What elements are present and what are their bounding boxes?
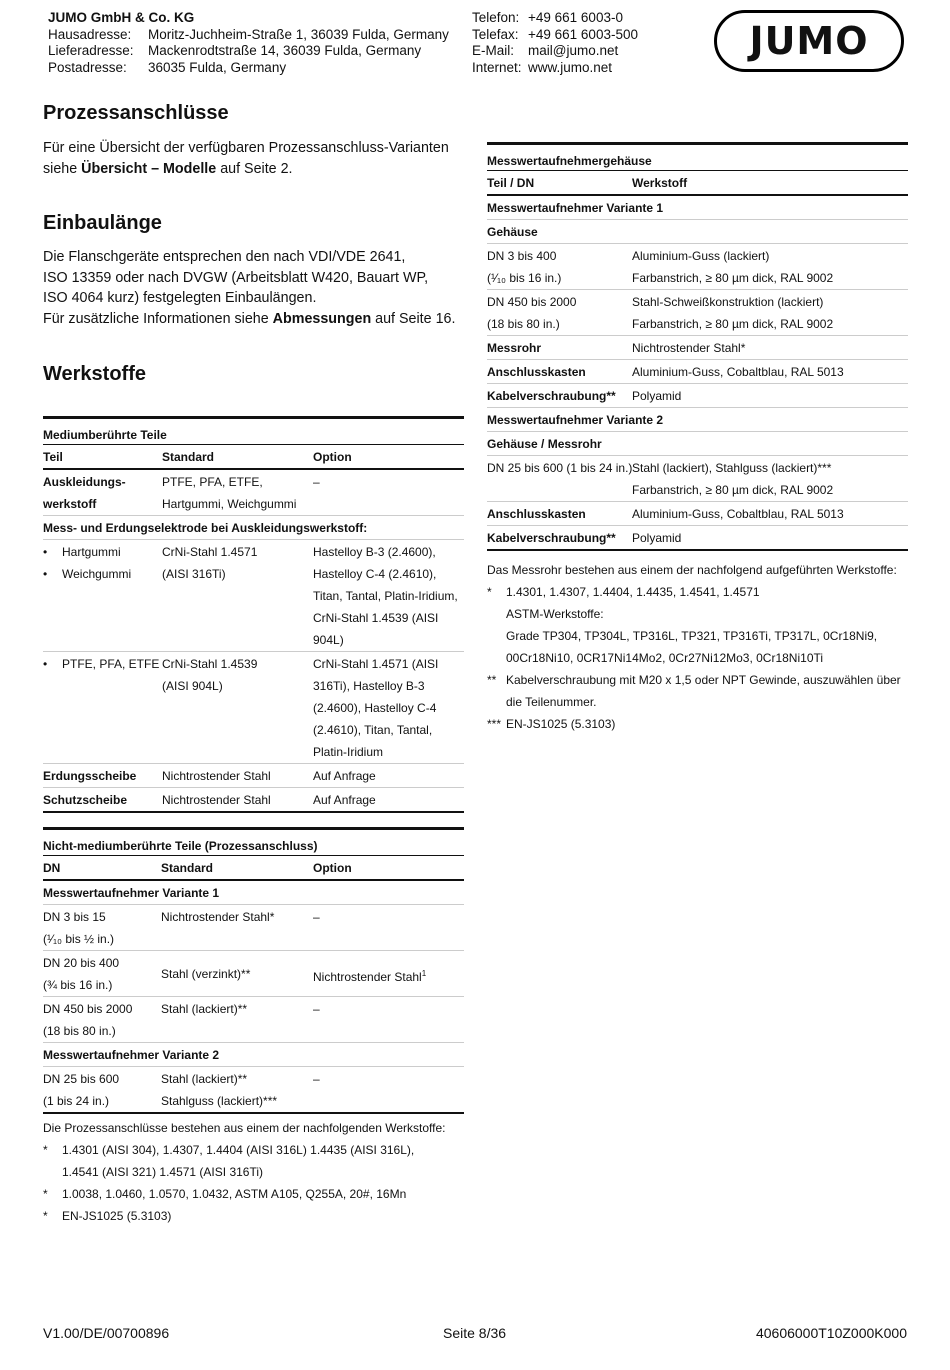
cell: Stahl (lackiert), Stahlguss (lackiert)*** [632, 461, 832, 475]
cell: 904L) [313, 633, 344, 647]
footnote [43, 1183, 464, 1205]
cell: Aluminium-Guss, Cobaltblau, RAL 5013 [632, 365, 844, 379]
address-label: Lieferadresse: [48, 43, 134, 58]
footnote [487, 581, 908, 669]
footnote-text: die Teilenummer. [506, 695, 597, 709]
table-nicht-mediumberuehrte-teile [43, 827, 464, 1114]
footnotes-messrohr [487, 559, 908, 735]
table-row [487, 526, 908, 551]
footnote-marker: *** [487, 717, 502, 731]
cell: Nichtrostender Stahl [162, 769, 271, 783]
bullet-item: • Hartgummi [43, 541, 162, 563]
cell: DN 25 bis 600 [43, 1072, 120, 1086]
cell: Stahl-Schweißkonstruktion (lackiert) [632, 295, 824, 309]
table-header [43, 855, 464, 881]
cell: DN 20 bis 400 [43, 956, 120, 970]
text: auf Seite 16. [371, 310, 456, 327]
cell: (18 bis 80 in.) [487, 317, 560, 331]
contact-value: +49 661 6003-500 [528, 26, 638, 42]
link-abmessungen: Abmessungen [272, 310, 372, 327]
contact-label: E-Mail: [472, 43, 515, 58]
table-row [487, 456, 908, 502]
cell: – [313, 475, 320, 489]
cell: Stahl (verzinkt)** [161, 967, 251, 981]
address-row [48, 43, 449, 60]
address-row [48, 27, 449, 44]
cell: Farbanstrich, ≥ 80 µm dick, RAL 9002 [632, 483, 834, 497]
heading-werkstoffe: Werkstoffe [43, 363, 146, 385]
table-header [43, 444, 464, 470]
footnote-intro: Das Messrohr bestehen aus einem der nachfolgend aufgeführten Werkstoffe: [487, 563, 897, 577]
contact-label: Telefon: [472, 10, 520, 25]
paragraph-einbau [43, 247, 483, 329]
section-row: Messwertaufnehmer Variante 1 [43, 881, 464, 905]
cell: (2.4600), Hastelloy C-4 [313, 701, 437, 715]
column-header: DN [43, 861, 61, 875]
bullet-item: • PTFE, PFA, ETFE [43, 653, 162, 675]
footer-document-id: 40606000T10Z000K000 [755, 1325, 907, 1341]
table-row [43, 652, 464, 764]
cell: (1 bis 24 in.) [43, 1094, 110, 1108]
address-label: Hausadresse: [48, 26, 132, 42]
cell: Farbanstrich, ≥ 80 µm dick, RAL 9002 [632, 271, 834, 285]
column-header: Standard [162, 450, 215, 464]
footnote-text: 1.0038, 1.0460, 1.0570, 1.0432, ASTM A105, Q255A, 20#, 16Mn [62, 1187, 407, 1201]
logo-text: JUMO [749, 19, 869, 63]
section-row: Gehäuse [487, 220, 908, 244]
section-row: Mess- und Erdungselektrode bei Auskleidungswerkstoff: [43, 516, 464, 540]
cell: (¾ bis 16 in.) [43, 978, 113, 992]
table-row [43, 540, 464, 652]
column-header: Option [313, 861, 352, 875]
heading-prozessanschluesse: Prozessanschlüsse [43, 102, 229, 124]
cell: DN 3 bis 15 [43, 910, 106, 924]
cell: Aluminium-Guss (lackiert) [632, 249, 770, 263]
address-value: Moritz-Juchheim-Straße 1, 36039 Fulda, Germany [148, 26, 449, 42]
text: auf Seite 2. [216, 160, 293, 177]
contact-row [472, 27, 638, 44]
footnote-marker: ** [487, 673, 497, 687]
section-row: Gehäuse / Messrohr [487, 432, 908, 456]
footnote-marker: * [487, 585, 492, 599]
table-title: Messwertaufnehmergehäuse [487, 154, 652, 168]
cell: (18 bis 80 in.) [43, 1024, 116, 1038]
cell: Anschlusskasten [487, 365, 586, 379]
footnote-marker: * [43, 1209, 48, 1223]
cell: Hastelloy C-4 (2.4610), [313, 567, 437, 581]
footnote-text: ASTM-Werkstoffe: [506, 607, 604, 621]
column-header: Werkstoff [632, 176, 688, 190]
table-row [487, 384, 908, 408]
cell: Erdungsscheibe [43, 769, 137, 783]
text: Für zusätzliche Informationen siehe [43, 310, 273, 327]
cell: (AISI 316Ti) [162, 567, 226, 581]
table-header [487, 170, 908, 196]
paragraph-prozess [43, 138, 473, 179]
cell: DN 25 bis 600 (1 bis 24 in.) [487, 461, 633, 475]
table-messwertaufnehmergehaeuse [487, 142, 908, 551]
footnote-marker: 1 [421, 969, 427, 978]
cell: Messrohr [487, 341, 542, 355]
cell: Stahl (lackiert)** [161, 1072, 248, 1086]
table-row [487, 502, 908, 526]
column-header: Teil / DN [487, 176, 535, 190]
table-row [43, 764, 464, 788]
cell: Auf Anfrage [313, 793, 376, 807]
footnote-text: EN-JS1025 (5.3103) [506, 717, 616, 731]
heading-einbaulaenge: Einbaulänge [43, 212, 162, 234]
cell: Titan, Tantal, Platin-Iridium, [313, 589, 458, 603]
footnote-text: 1.4541 (AISI 321) 1.4571 (AISI 316Ti) [62, 1165, 264, 1179]
footnote [487, 713, 908, 735]
bullet-item: • Weichgummi [43, 563, 162, 585]
footer-version: V1.00/DE/00700896 [43, 1325, 170, 1341]
contact-value[interactable]: www.jumo.net [528, 59, 613, 75]
contact-row [472, 10, 638, 27]
cell: – [313, 1002, 320, 1016]
table-title: Mediumberührte Teile [43, 428, 167, 442]
footnote-text: 00Cr18Ni10, 0CR17Ni14Mo2, 0Cr27Ni12Mo3, 0Cr18Ni10Ti [506, 651, 824, 665]
cell: CrNi-Stahl 1.4539 (AISI [313, 611, 439, 625]
header-address [48, 10, 449, 76]
cell: DN 450 bis 2000 [43, 1002, 133, 1016]
footnote [487, 669, 908, 713]
table-row [487, 360, 908, 384]
cell: CrNi-Stahl 1.4571 [162, 545, 258, 559]
cell: Nichtrostender Stahl* [632, 341, 746, 355]
cell: PTFE, PFA, ETFE, [162, 475, 263, 489]
cell: Hastelloy B-3 (2.4600), [313, 545, 436, 559]
contact-value[interactable]: mail@jumo.net [528, 43, 619, 58]
cell: Polyamid [632, 389, 682, 403]
cell: (¹⁄₁₀ bis 16 in.) [487, 271, 562, 285]
contact-row [472, 60, 638, 77]
cell: Stahl (lackiert)** [161, 1002, 248, 1016]
cell: Farbanstrich, ≥ 80 µm dick, RAL 9002 [632, 317, 834, 331]
footnote-intro: Die Prozessanschlüsse bestehen aus einem der nachfolgenden Werkstoffe: [43, 1121, 446, 1135]
address-value: 36035 Fulda, Germany [148, 59, 287, 75]
jumo-logo [714, 10, 904, 72]
text: Für eine Übersicht der verfügbaren Prozessanschluss-Varianten siehe [43, 140, 449, 177]
cell: Kabelverschraubung** [487, 389, 616, 403]
footnote-text: EN-JS1025 (5.3103) [62, 1209, 172, 1223]
cell: Aluminium-Guss, Cobaltblau, RAL 5013 [632, 507, 844, 521]
column-header: Option [313, 450, 352, 464]
cell: CrNi-Stahl 1.4571 (AISI [313, 657, 439, 671]
footnote [43, 1205, 464, 1227]
address-label: Postadresse: [48, 59, 127, 75]
table-row [43, 788, 464, 813]
cell: Schutzscheibe [43, 793, 128, 807]
text-line: ISO 4064 kurz) festgelegten Einbaulängen. [43, 290, 317, 306]
table-row [43, 997, 464, 1043]
table-row [43, 905, 464, 951]
contact-label: Internet: [472, 59, 522, 75]
cell: – [313, 910, 320, 924]
cell: Auskleidungs- [43, 475, 126, 489]
column-header: Teil [43, 450, 63, 464]
company-name: JUMO GmbH & Co. KG [48, 10, 195, 25]
cell: werkstoff [43, 497, 97, 511]
column-header: Standard [161, 861, 214, 875]
cell: Hartgummi [62, 545, 121, 559]
cell: Kabelverschraubung** [487, 531, 616, 545]
section-row: Messwertaufnehmer Variante 2 [487, 408, 908, 432]
table-row [487, 244, 908, 290]
cell: 316Ti), Hastelloy B-3 [313, 679, 425, 693]
footnote-text: Grade TP304, TP304L, TP316L, TP321, TP316Ti, TP317L, 0Cr18Ni9, [506, 629, 878, 643]
contact-row [472, 43, 638, 60]
section-row: Messwertaufnehmer Variante 1 [487, 196, 908, 220]
table-mediumberuehrte-teile [43, 416, 464, 813]
text-line: ISO 13359 oder nach DVGW (Arbeitsblatt W420, Bauart WP, [43, 269, 429, 286]
section-row: Messwertaufnehmer Variante 2 [43, 1043, 464, 1067]
cell: Hartgummi, Weichgummi [162, 497, 297, 511]
cell: (AISI 904L) [162, 679, 223, 693]
footnote-marker: * [43, 1143, 48, 1157]
address-row [48, 60, 449, 77]
footnote [43, 1139, 464, 1183]
header-contact [472, 10, 638, 76]
footer-page-number: Seite 8/36 [443, 1325, 507, 1341]
table-row [43, 470, 464, 516]
contact-value: +49 661 6003-0 [528, 10, 623, 25]
address-value: Mackenrodtstraße 14, 36039 Fulda, Germany [148, 43, 422, 58]
table-row [43, 951, 464, 997]
cell: Nichtrostender Stahl* [161, 910, 275, 924]
cell: CrNi-Stahl 1.4539 [162, 657, 258, 671]
cell: Anschlusskasten [487, 507, 586, 521]
table-title: Nicht-mediumberührte Teile (Prozessanschluss) [43, 839, 318, 853]
table-row [487, 290, 908, 336]
footnote-text: Kabelverschraubung mit M20 x 1,5 oder NPT Gewinde, auszuwählen über [506, 673, 901, 687]
link-uebersicht: Übersicht – Modelle [81, 160, 217, 177]
cell: PTFE, PFA, ETFE [62, 657, 160, 671]
cell: Weichgummi [62, 567, 132, 581]
footnote-text: 1.4301, 1.4307, 1.4404, 1.4435, 1.4541, 1.4571 [506, 585, 760, 599]
cell: Nichtrostender Stahl [162, 793, 271, 807]
text-line: Die Flanschgeräte entsprechen den nach VDI/VDE 2641, [43, 249, 406, 265]
footnote-marker: * [43, 1187, 48, 1201]
cell: – [313, 1072, 320, 1086]
cell: Nichtrostender Stahl [313, 970, 422, 984]
cell: Auf Anfrage [313, 769, 376, 783]
table-row [43, 1067, 464, 1114]
cell: DN 450 bis 2000 [487, 295, 577, 309]
cell: Stahlguss (lackiert)*** [161, 1094, 278, 1108]
contact-label: Telefax: [472, 26, 519, 42]
footnote-text: 1.4301 (AISI 304), 1.4307, 1.4404 (AISI 316L) 1.4435 (AISI 316L), [62, 1143, 415, 1157]
cell: (2.4610), Titan, Tantal, [313, 723, 433, 737]
footnotes-prozessanschluss [43, 1117, 464, 1227]
cell: (¹⁄₁₀ bis ½ in.) [43, 932, 115, 946]
cell: DN 3 bis 400 [487, 249, 557, 263]
cell: Polyamid [632, 531, 682, 545]
table-row [487, 336, 908, 360]
cell: Platin-Iridium [313, 745, 384, 759]
